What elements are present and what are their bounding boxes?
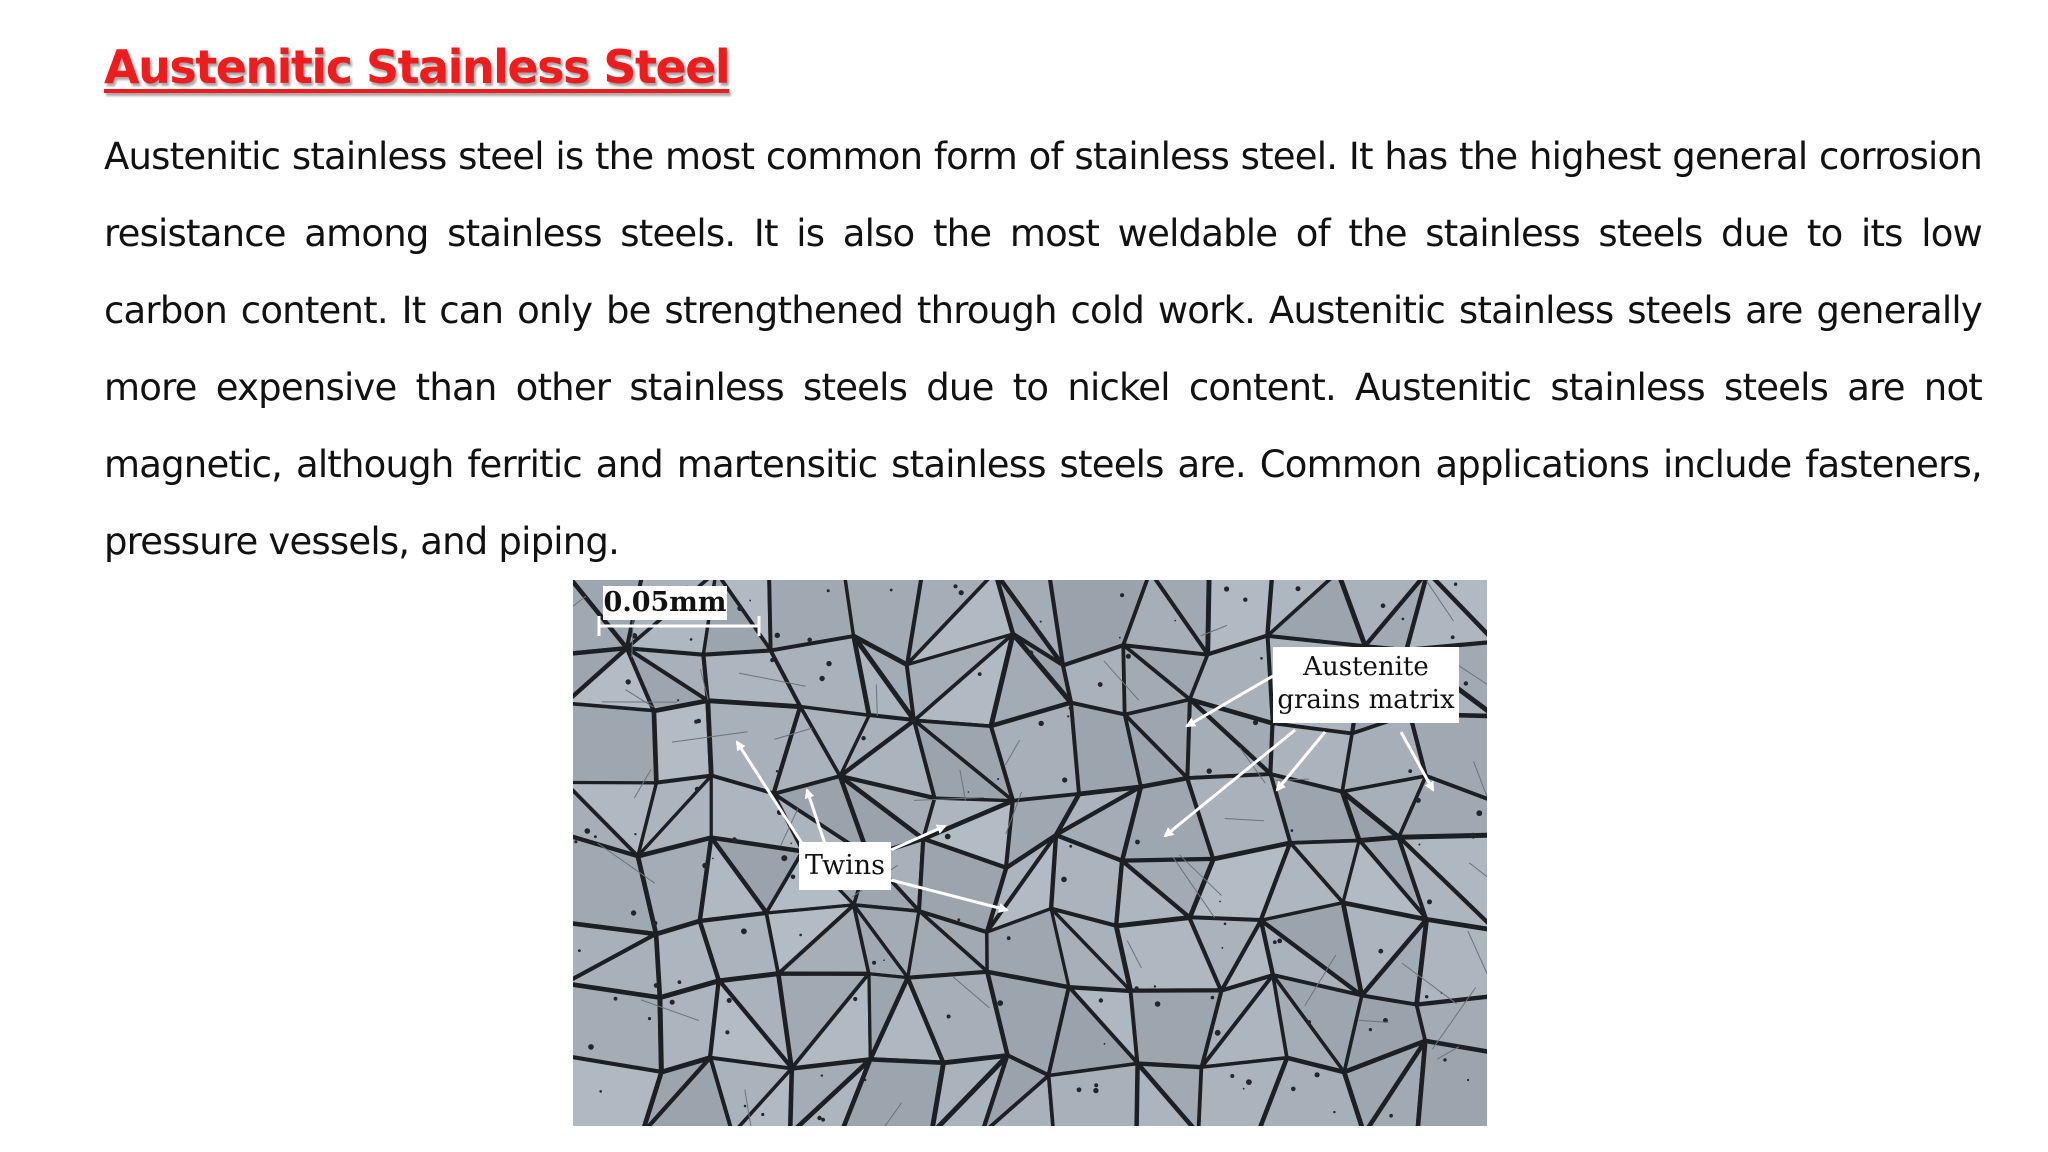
inclusion-dot: [1077, 1087, 1082, 1092]
inclusion-dot: [670, 1000, 675, 1005]
inclusion-dot: [861, 736, 865, 740]
inclusion-dot: [775, 633, 780, 638]
inclusion-dot: [761, 1113, 764, 1116]
inclusion-dot: [695, 787, 700, 792]
inclusion-dot: [654, 983, 659, 988]
scale-bar-label: 0.05mm: [603, 587, 727, 618]
inclusion-dot: [1451, 635, 1455, 639]
inclusion-dot: [1062, 777, 1067, 782]
inclusion-dot: [1224, 586, 1229, 591]
inclusion-dot: [1028, 650, 1034, 656]
inclusion-dot: [1007, 936, 1011, 940]
inclusion-dot: [1443, 1058, 1446, 1061]
inclusion-dot: [1154, 985, 1156, 987]
austenite-label-line2: grains matrix: [1277, 685, 1455, 715]
inclusion-dot: [1402, 618, 1405, 621]
inclusion-dot: [968, 791, 970, 793]
inclusion-dot: [1094, 1083, 1098, 1087]
inclusion-dot: [872, 961, 876, 965]
inclusion-dot: [1467, 1079, 1469, 1081]
inclusion-dot: [1291, 829, 1294, 832]
inclusion-dot: [677, 699, 679, 701]
inclusion-dot: [1043, 651, 1045, 653]
inclusion-dot: [1296, 586, 1301, 591]
inclusion-dot: [737, 606, 742, 611]
inclusion-dot: [1155, 1001, 1161, 1007]
inclusion-dot: [883, 959, 885, 961]
inclusion-dot: [1061, 877, 1067, 883]
inclusion-dot: [1253, 720, 1258, 725]
inclusion-dot: [790, 843, 792, 845]
inclusion-dot: [1470, 833, 1476, 839]
inclusion-dot: [827, 589, 830, 592]
inclusion-dot: [578, 949, 581, 952]
inclusion-dot: [626, 679, 631, 684]
micrograph-image: [573, 580, 1487, 1126]
inclusion-dot: [1416, 798, 1421, 803]
inclusion-dot: [978, 672, 982, 676]
inclusion-dot: [749, 600, 751, 602]
inclusion-dot: [631, 910, 636, 915]
inclusion-dot: [1104, 1043, 1106, 1045]
inclusion-dot: [1135, 840, 1140, 845]
inclusion-dot: [799, 934, 802, 937]
inclusion-dot: [1408, 769, 1412, 773]
inclusion-dot: [599, 1090, 602, 1093]
inclusion-dot: [1381, 603, 1386, 608]
inclusion-dot: [1120, 593, 1124, 597]
inclusion-dot: [585, 828, 591, 834]
grain: [654, 701, 711, 783]
inclusion-dot: [1307, 1020, 1311, 1024]
inclusion-dot: [1418, 844, 1420, 846]
inclusion-dot: [1040, 621, 1042, 623]
inclusion-dot: [710, 740, 713, 743]
inclusion-dot: [1243, 1088, 1245, 1090]
inclusion-dot: [744, 1105, 747, 1108]
inclusion-dot: [725, 1030, 729, 1034]
inclusion-dot: [1260, 657, 1263, 660]
inclusion-dot: [1069, 845, 1072, 848]
inclusion-dot: [1476, 810, 1482, 816]
inclusion-dot: [1207, 768, 1212, 773]
inclusion-dot: [791, 875, 796, 880]
twins-label: Twins: [799, 842, 891, 890]
inclusion-dot: [1067, 715, 1069, 717]
inclusion-dot: [826, 661, 831, 666]
grain: [1417, 919, 1487, 1004]
inclusion-dot: [1464, 681, 1468, 685]
inclusion-dot: [1174, 620, 1176, 622]
inclusion-dot: [690, 638, 693, 641]
austenite-label: [1273, 647, 1459, 723]
inclusion-dot: [1315, 1072, 1320, 1077]
inclusion-dot: [648, 1017, 651, 1020]
inclusion-dot: [1318, 639, 1321, 642]
inclusion-dot: [945, 834, 951, 840]
inclusion-dot: [781, 855, 787, 861]
inclusion-dot: [820, 1103, 824, 1107]
inclusion-dot: [1454, 583, 1457, 586]
inclusion-dot: [1211, 996, 1215, 1000]
inclusion-dot: [678, 980, 682, 984]
inclusion-dot: [1230, 1074, 1234, 1078]
inclusion-dot: [1273, 940, 1277, 944]
inclusion-dot: [702, 863, 708, 869]
inclusion-dot: [1369, 1028, 1372, 1031]
inclusion-dot: [614, 997, 618, 1001]
slide-title: Austenitic Stainless Steel: [104, 40, 730, 94]
inclusion-dot: [1215, 1030, 1221, 1036]
inclusion-dot: [574, 840, 577, 843]
inclusion-dot: [770, 658, 774, 662]
inclusion-dot: [732, 837, 737, 842]
inclusion-dot: [1219, 901, 1221, 903]
inclusion-dot: [1093, 1088, 1098, 1093]
inclusion-dot: [712, 858, 714, 860]
inclusion-dot: [864, 1079, 866, 1081]
inclusion-dot: [1054, 860, 1056, 862]
inclusion-dot: [821, 1118, 825, 1122]
inclusion-dot: [776, 770, 778, 772]
inclusion-dot: [1246, 1079, 1252, 1085]
inclusion-dot: [1119, 637, 1121, 639]
inclusion-dot: [1099, 998, 1103, 1002]
inclusion-dot: [997, 778, 999, 780]
inclusion-dot: [588, 1044, 594, 1050]
inclusion-dot: [634, 833, 636, 835]
inclusion-dot: [1378, 949, 1383, 954]
inclusion-dot: [1098, 682, 1103, 687]
inclusion-dot: [817, 1116, 821, 1120]
inclusion-dot: [594, 835, 597, 838]
austenite-label-line1: Austenite: [1303, 652, 1429, 682]
inclusion-dot: [1262, 636, 1264, 638]
grain: [1049, 1064, 1138, 1127]
inclusion-dot: [957, 918, 960, 921]
inclusion-dot: [997, 1000, 1003, 1006]
inclusion-dot: [959, 590, 964, 595]
inclusion-dot: [1069, 707, 1072, 710]
inclusion-dot: [1224, 923, 1227, 926]
body-paragraph: Austenitic stainless steel is the most common form of stainless steel. It has the highest general corrosion resistance among stainless steels. It is also the most weldable of the stainless steels due to its low carbon content. It can only be strengthened through cold work. Austenitic stainless steels are generally more expensive than other stainless steels due to nickel content. Austenitic stainless steels are not magnetic, although ferritic and martensitic stainless steels are. Common applications include fasteners, pressure vessels, and piping.: [104, 135, 1982, 563]
inclusion-dot: [741, 928, 747, 934]
inclusion-dot: [680, 682, 683, 685]
inclusion-dot: [807, 638, 812, 643]
inclusion-dot: [694, 720, 698, 724]
inclusion-dot: [953, 584, 957, 588]
inclusion-dot: [1126, 654, 1131, 659]
inclusion-dot: [1425, 995, 1428, 998]
inclusion-dot: [1134, 986, 1138, 990]
inclusion-dot: [1333, 1111, 1335, 1113]
inclusion-dot: [890, 589, 893, 592]
inclusion-dot: [1360, 838, 1365, 843]
inclusion-dot: [1291, 1087, 1296, 1092]
inclusion-dot: [1243, 598, 1247, 602]
inclusion-dot: [1427, 899, 1432, 904]
inclusion-dot: [1222, 947, 1224, 949]
inclusion-dot: [1389, 1114, 1393, 1118]
inclusion-dot: [652, 921, 657, 926]
inclusion-dot: [727, 998, 732, 1003]
inclusion-dot: [1277, 939, 1282, 944]
inclusion-dot: [947, 1015, 951, 1019]
inclusion-dot: [821, 1074, 823, 1076]
grain: [573, 704, 656, 783]
grain: [1417, 1041, 1487, 1126]
inclusion-dot: [819, 676, 824, 681]
inclusion-dot: [853, 997, 857, 1001]
inclusion-dot: [911, 718, 915, 722]
inclusion-dot: [833, 638, 835, 640]
inclusion-dot: [1039, 721, 1044, 726]
